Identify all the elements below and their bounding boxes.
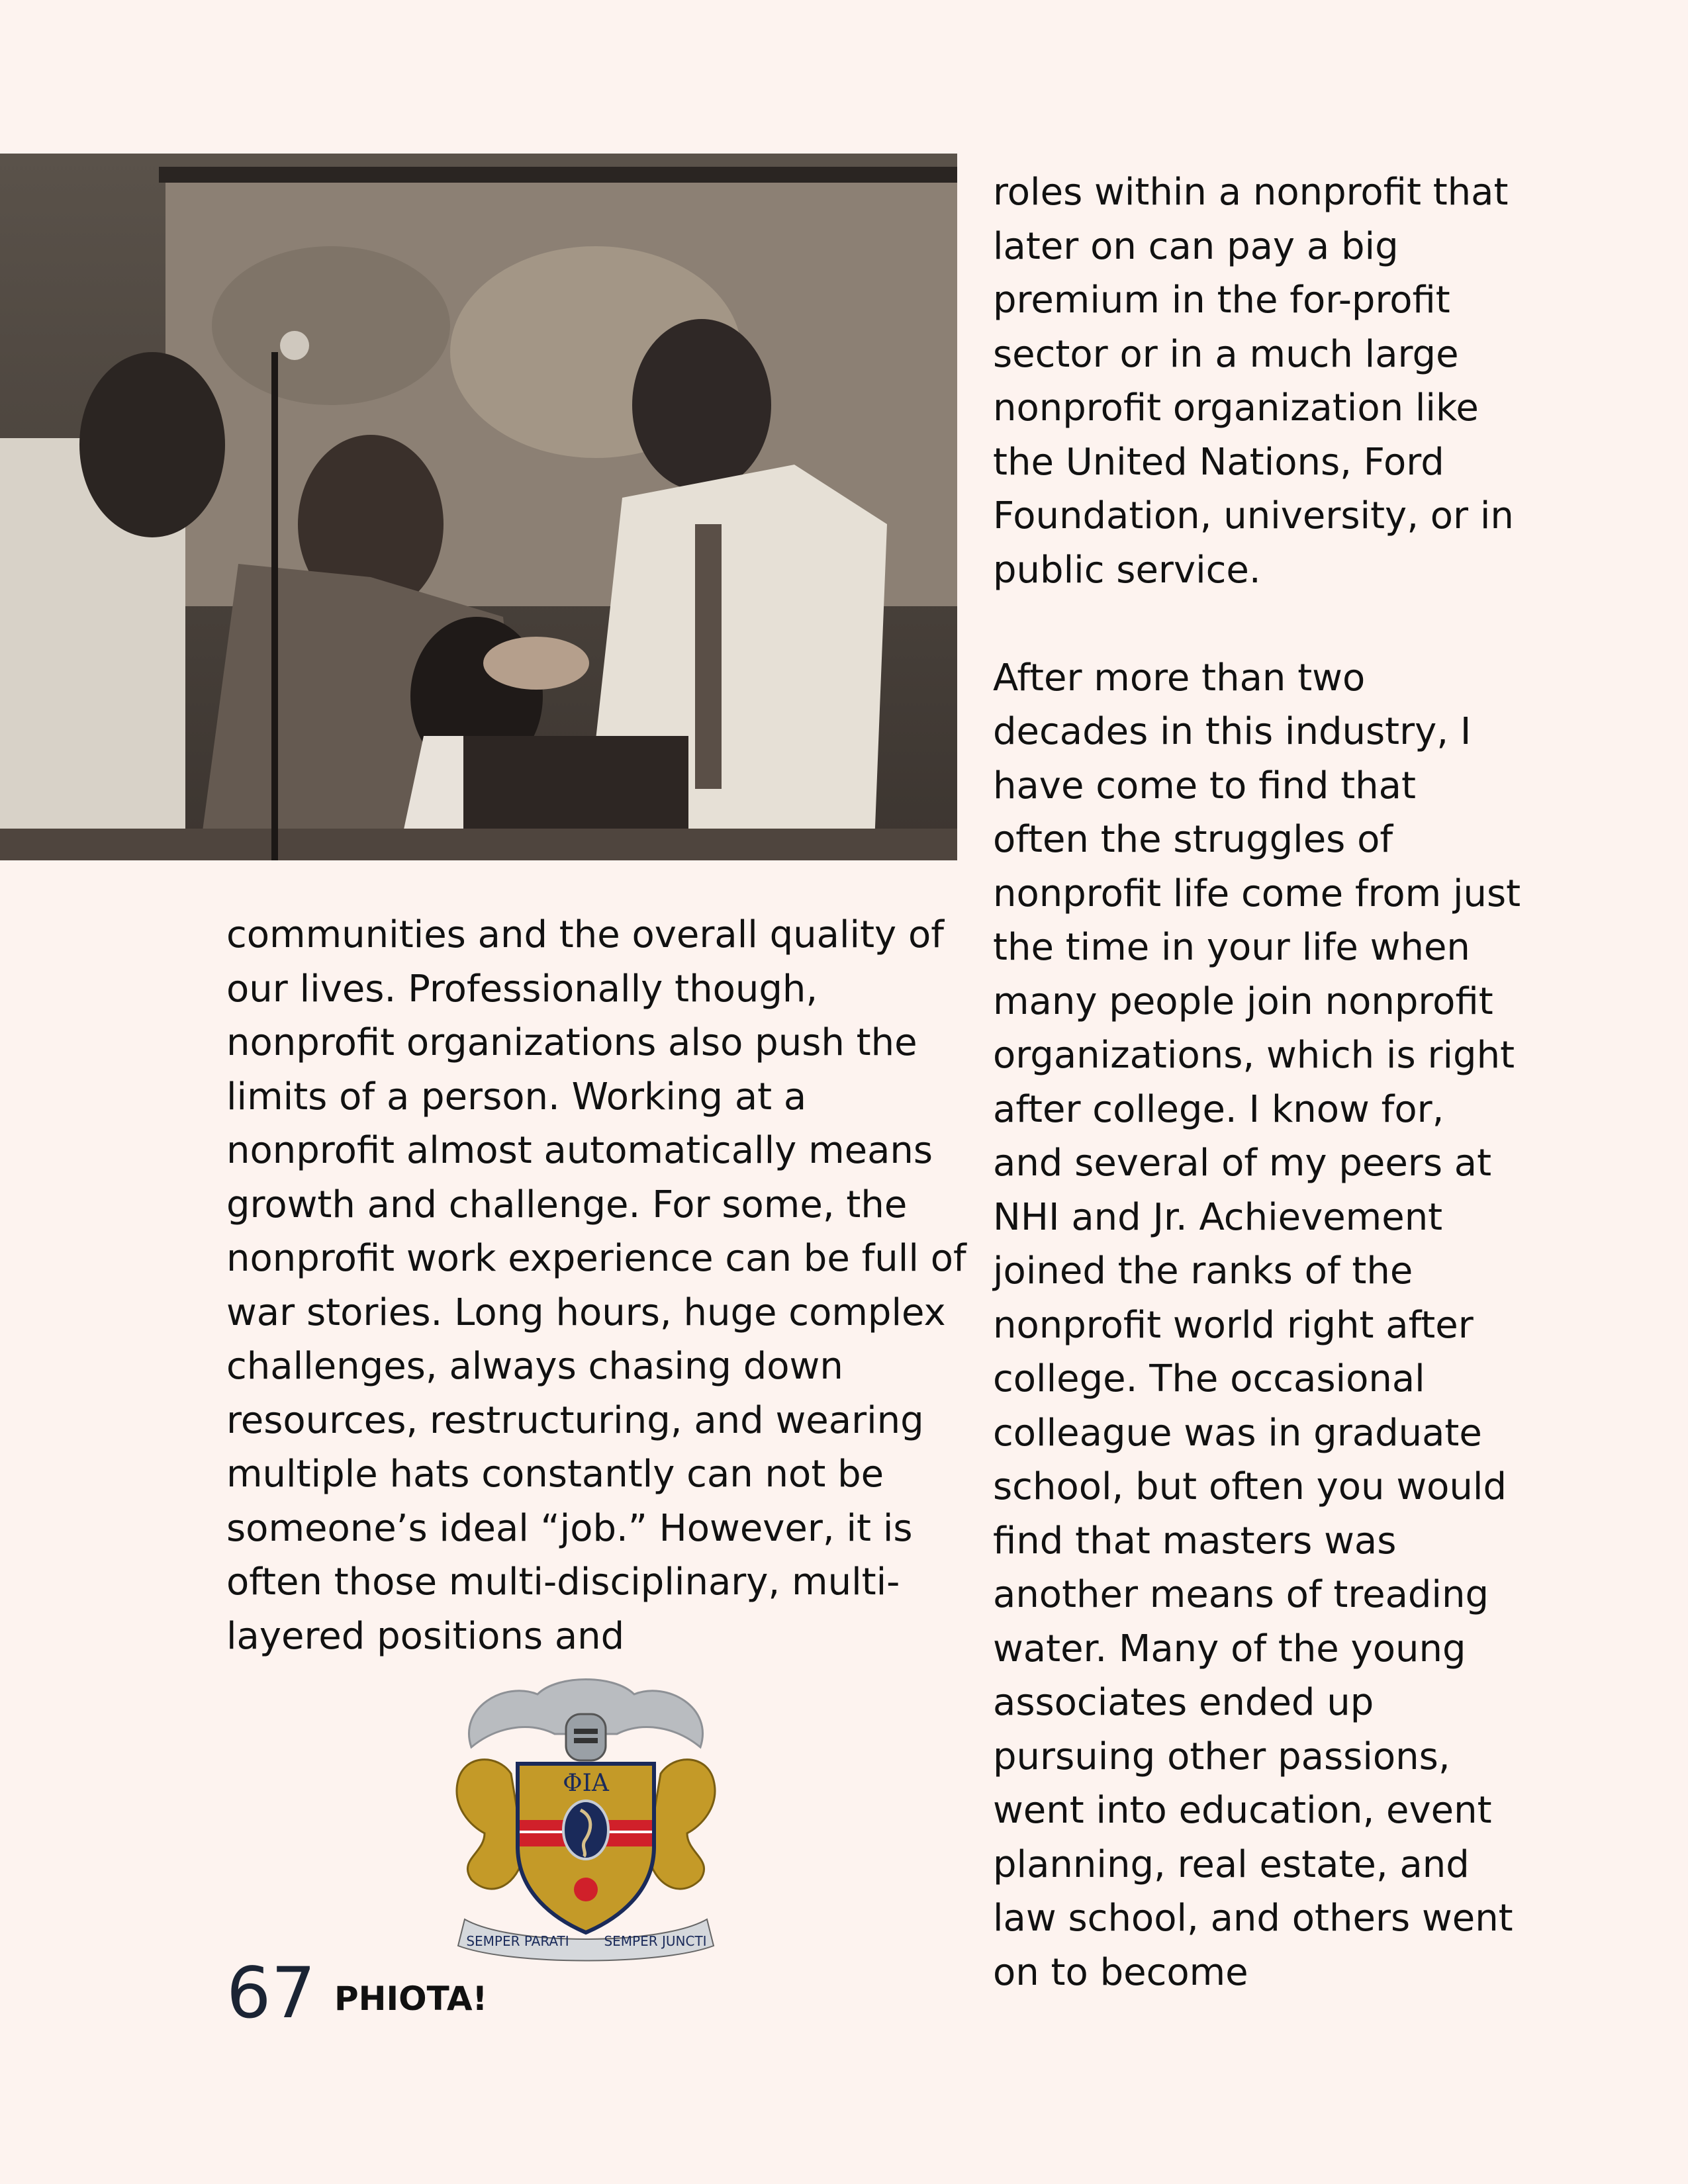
article-paragraph: After more than two decades in this industry, I have come to find that often the struggles of nonprofit life come from just the time in your life when many people join nonprofit organizations, which is right after college. I know for, and several of my peers at NHI and Jr. Achievement joined the ranks of the nonprofit world right after college. The occasional colleague was in graduate school, but often you would find that masters was another means of treading water. Many of the young associates ended up pursuing other passions, went into education, event planning, real estate, and law school, and others went on to become — [993, 656, 1521, 1994]
article-left-column: communities and the overall quality of our lives. Professionally though, nonprofit organizations also push the limits of a person. Working at a nonprofit almost automatically means growth and challenge. For some, the nonprofit work experience can be full of war stories. Long hours, huge complex challenges, always chasing down resources, restructuring, and wearing multiple hats constantly can not be someone’s ideal “job.” However, it is often those multi-disciplinary, multi-layered positions and — [226, 913, 966, 1658]
svg-text:ΦΙΑ: ΦΙΑ — [563, 1770, 609, 1797]
svg-text:SEMPER JUNCTI: SEMPER JUNCTI — [604, 1933, 707, 1949]
vintage-photo-handshake-icon — [0, 154, 957, 860]
article-right-column — [993, 165, 1523, 1999]
article-paragraph: roles within a nonprofit that later on can pay a big premium in the for-profit sector or in a much large nonprofit organization like the United Nations, Ford Foundation, university, or in public service. — [993, 171, 1514, 592]
svg-text:SEMPER PARATI: SEMPER PARATI — [466, 1933, 569, 1949]
page-number: 67 — [226, 1952, 316, 2034]
fraternity-crest — [445, 1668, 727, 1963]
article-photo — [0, 154, 957, 860]
magazine-name: PHIOTA! — [334, 1979, 488, 2018]
fraternity-crest-icon — [445, 1668, 727, 1963]
